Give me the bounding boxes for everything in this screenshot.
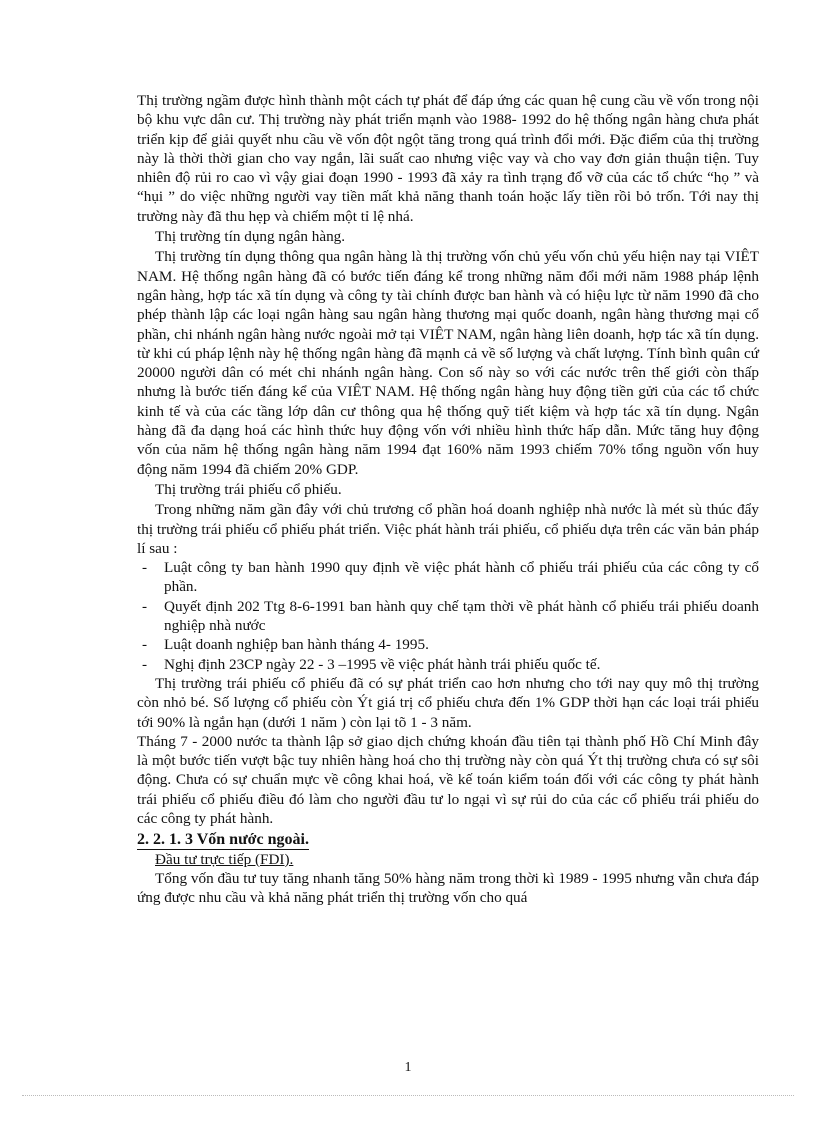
list-item: - Quyết định 202 Ttg 8-6-1991 ban hành quy chế tạm thời về phát hành cổ phiếu trái phiếu doanh nghiệp nhà nước	[142, 597, 759, 635]
list-item: - Luật doanh nghiệp ban hành tháng 4- 1995.	[142, 636, 429, 654]
page-bottom-divider	[22, 1095, 794, 1096]
page-number: 1	[404, 1060, 412, 1075]
legal-documents-list	[137, 558, 759, 674]
subtitle-bond-stock-market: Thị trường trái phiếu cổ phiếu.	[155, 480, 342, 498]
list-item: - Nghị định 23CP ngày 22 - 3 –1995 về việc phát hành trái phiếu quốc tế.	[142, 655, 601, 673]
paragraph-underground-market: Thị trường ngầm được hình thành một cách tự phát để đáp ứng các quan hệ cung cầu về vốn trong nội bộ khu vực dân cư. Thị trường này phát triển mạnh vào 1988- 1992 do hệ thống ngân hàng chưa phát triển kịp để giải quyết nhu cầu về vốn đột ngột tăng trong quá trình đổi mới. Đặc điểm của thị trường này là thời thời gian cho vay ngắn, lãi suất cao nhưng việc vay và cho vay đơn giản thuận tiện. Tuy nhiên độ rủi ro cao vì vậy giai đoạn 1990 - 1993 đã xảy ra tình trạng đổ vỡ của các tổ chức “họ ” và “hụi ” do việc những người vay tiền mất khả năng thanh toán hoặc lấy tiền rồi bỏ trốn. Tới nay thị trường này đã thu hẹp và chiếm một tỉ lệ nhá.	[137, 92, 759, 225]
paragraph-fdi: Tổng vốn đầu tư tuy tăng nhanh tăng 50% hàng năm trong thời kì 1989 - 1995 nhưng vẫn chưa đáp ứng được nhu cầu và khả năng phát triển thị trường vốn cho quá	[137, 869, 759, 907]
page-body	[137, 91, 759, 907]
paragraph-stock-exchange-2000: Tháng 7 - 2000 nước ta thành lập sở giao dịch chứng khoán đầu tiên tại thành phố Hồ Chí Minh đây là một bước tiến vượt bậc tuy nhiên hàng hoá cho thị trường này còn quá Ýt thị trường chưa có sự sôi động. Chưa có sự chuẩn mực về công khai hoá, về kế toán kiểm toán đối với các công ty phát hành trái phiếu cổ phiếu điều đó làm cho người đầu tư lo ngại vì sự rủi do của các cổ phiếu trái phiếu do các công ty phát hành.	[137, 732, 759, 827]
paragraph-bond-market-status: Thị trường trái phiếu cổ phiếu đã có sự phát triển cao hơn nhưng cho tới nay quy mô thị trường còn nhỏ bé. Số lượng cổ phiếu còn Ýt giá trị cổ phiếu chưa đến 1% GDP thời hạn các loại trái phiếu tới 90% là ngắn hạn (dưới 1 năm ) còn lại tõ 1 - 3 năm.	[137, 674, 759, 731]
paragraph-bank-credit-market: Thị trường tín dụng thông qua ngân hàng là thị trường vốn chủ yếu vốn chủ yếu hiện nay tại VIÊT NAM. Hệ thống ngân hàng đã có bước tiến đáng kể trong những năm đổi mới năm 1988 pháp lệnh ngân hàng, hợp tác xã tín dụng và công ty tài chính được ban hành và có hiệu lực từ năm 1990 đã cho phép thành lập các loại ngân hàng sau ngân hàng thương mại quốc doanh, ngân hàng thương mại cổ phần, chi nhánh ngân hàng nước ngoài mở tại VIÊT NAM, ngân hàng liên doanh, hợp tác xã tín dụng. từ khi cú pháp lệnh này hệ thống ngân hàng đã mạnh cả về số lượng và chất lượng. Tính bình quân cứ 20000 người dân có mét chi nhánh ngân hàng. Con số này so với các nước trên thế giới còn thấp nhưng là bước tiến đáng kể của VIÊT NAM. Hệ thống ngân hàng huy động tiền gửi của các tổ chức kinh tế và của các tầng lớp dân cư thông qua hệ thống quỹ tiết kiệm và hợp tác xã tín dụng. Ngân hàng đã đa dạng hoá các hình thức huy động vốn với nhiều hình thức hấp dẫn. Mức tăng huy động vốn của năm hệ thống ngân hàng năm 1994 đạt 160% năm 1993 chiếm 70% tổng nguồn vốn huy động năm 1994 đã chiếm 20% GDP.	[137, 248, 759, 478]
list-item: - Luật công ty ban hành 1990 quy định về việc phát hành cổ phiếu trái phiếu của các công ty cổ phần.	[142, 559, 759, 596]
section-heading: 2. 2. 1. 3 Vốn nước ngoài.	[137, 831, 309, 849]
paragraph-bond-stock-intro: Trong những năm gần đây với chủ trương cổ phần hoá doanh nghiệp nhà nước là mét sù thúc đẩy thị trường trái phiếu cổ phiếu phát triển. Việc phát hành trái phiếu, cổ phiếu dựa trên các văn bản pháp lí sau :	[137, 501, 759, 557]
subtitle-bank-credit-market: Thị trường tín dụng ngân hàng.	[155, 228, 346, 246]
subheading-fdi: Đầu tư trực tiếp (FDI).	[155, 850, 294, 868]
